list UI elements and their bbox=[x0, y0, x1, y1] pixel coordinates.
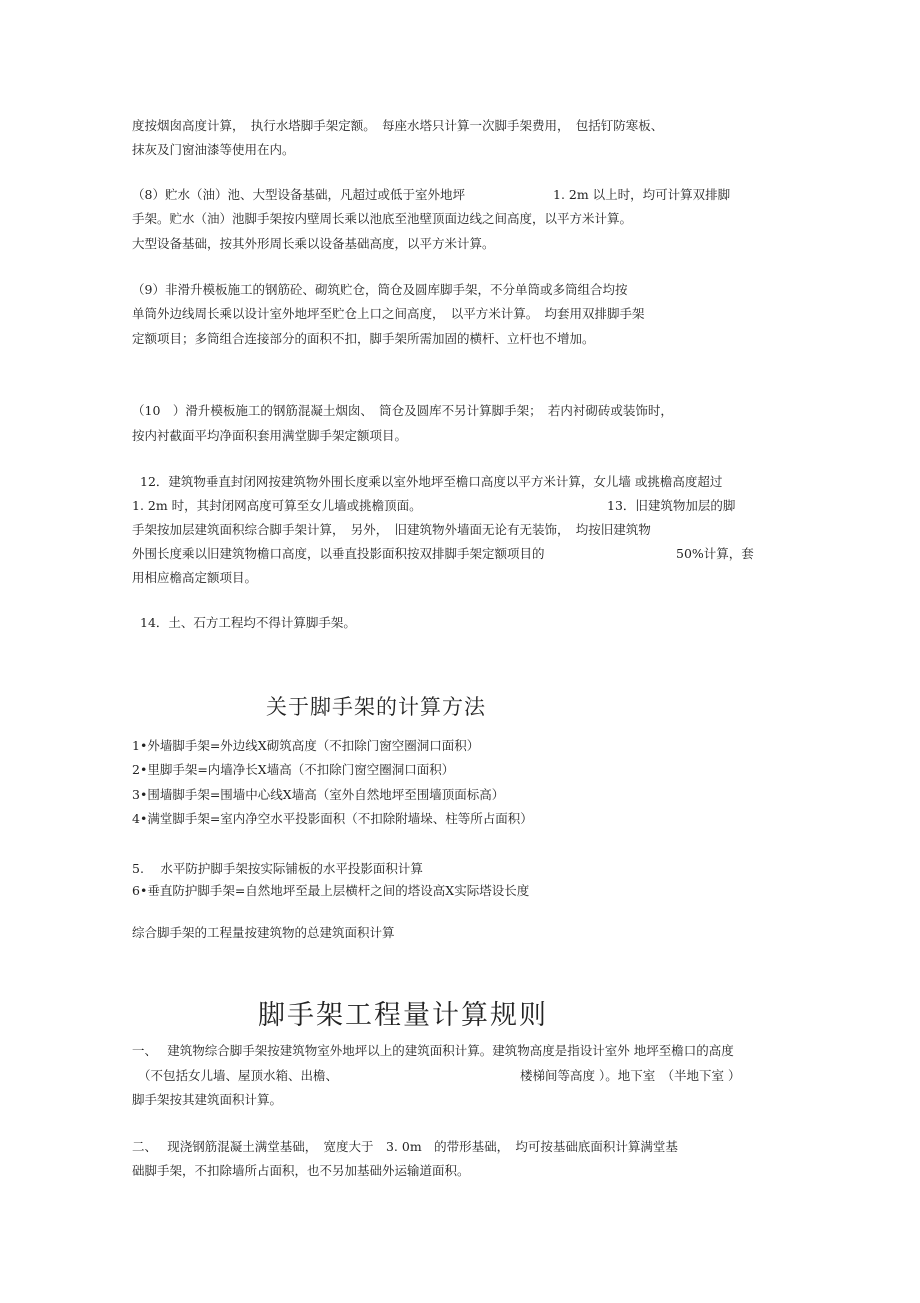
p9-line-2: 单筒外边线周长乘以设计室外地坪至贮仓上口之间高度， 以平方米计算。 均套用双排脚手架 bbox=[132, 306, 645, 321]
rule-1-line-1: 一、 建筑物综合脚手架按建筑物室外地坪以上的建筑面积计算。建筑物高度是指设计室外 地坪至檐口的高度 bbox=[132, 1043, 734, 1058]
p1-line-1: 度按烟囱高度计算， 执行水塔脚手架定额。 每座水塔只计算一次脚手架费用， 包括钉防寒板、 bbox=[132, 118, 664, 133]
methods-summary: 综合脚手架的工程量按建筑物的总建筑面积计算 bbox=[132, 925, 395, 940]
rule-1-line-2b: 楼梯间等高度 ）。地下室 （半地下室 ） bbox=[520, 1068, 741, 1083]
p12-line-1: 12．建筑物垂直封闭网按建筑物外围长度乘以室外地坪至檐口高度以平方米计算，女儿墙 或挑檐高度超过 bbox=[140, 474, 723, 489]
rule-2-line-2: 础脚手架，不扣除墙所占面积，也不另加基础外运输道面积。 bbox=[132, 1163, 470, 1178]
method-item-4: 4•满堂脚手架=室内净空水平投影面积（不扣除附墙垛、柱等所占面积） bbox=[132, 811, 533, 826]
p8-line-1a: （8）贮水（油）池、大型设备基础，凡超过或低于室外地坪 bbox=[132, 187, 465, 202]
p12-line-5: 用相应檐高定额项目。 bbox=[132, 570, 258, 585]
p12-line-3: 手架按加层建筑面积综合脚手架计算， 另外， 旧建筑物外墙面无论有无装饰， 均按旧建筑物 bbox=[132, 522, 651, 537]
method-item-1: 1•外墙脚手架=外边线X砌筑高度（不扣除门窗空圈洞口面积） bbox=[132, 738, 480, 753]
p13-line-2b: 13．旧建筑物加层的脚 bbox=[607, 498, 736, 513]
p9-line-1: （9）非滑升模板施工的钢筋砼、砌筑贮仓，筒仓及圆库脚手架，不分单筒或多筒组合均按 bbox=[132, 282, 628, 297]
p8-line-3: 大型设备基础，按其外形周长乘以设备基础高度，以平方米计算。 bbox=[132, 236, 495, 251]
method-item-6: 6•垂直防护脚手架=自然地坪至最上层横杆之间的塔设高X实际塔设长度 bbox=[132, 883, 530, 898]
methods-title: 关于脚手架的计算方法 bbox=[266, 695, 486, 719]
method-item-5: 5. 水平防护脚手架按实际铺板的水平投影面积计算 bbox=[132, 861, 423, 876]
p10-line-2: 按内衬截面平均净面积套用满堂脚手架定额项目。 bbox=[132, 428, 408, 443]
p12-line-4a: 外围长度乘以旧建筑物檐口高度，以垂直投影面积按双排脚手架定额项目的 bbox=[132, 546, 545, 561]
p12-line-2a: 1. 2m 时，其封闭网高度可算至女儿墙或挑檐顶面。 bbox=[132, 498, 422, 513]
p14-line-1: 14．土、石方工程均不得计算脚手架。 bbox=[140, 615, 356, 630]
rule-2-line-1: 二、 现浇钢筋混凝土满堂基础， 宽度大于 3. 0m 的带形基础， 均可按基础底面积计算满堂基 bbox=[132, 1139, 678, 1154]
p10-line-1: （10 ）滑升模板施工的钢筋混凝土烟囱、 筒仓及圆库不另计算脚手架； 若内衬砌砖或装饰时， bbox=[132, 403, 673, 418]
method-item-2: 2•里脚手架=内墙净长X墙高（不扣除门窗空圈洞口面积） bbox=[132, 762, 455, 777]
method-item-3: 3•围墙脚手架=围墙中心线X墙高（室外自然地坪至围墙顶面标高） bbox=[132, 787, 505, 802]
p8-line-2: 手架。贮水（油）池脚手架按内壁周长乘以池底至池壁顶面边线之间高度，以平方米计算。 bbox=[132, 211, 633, 226]
rule-1-line-2a: （不包括女儿墙、屋顶水箱、出檐、 bbox=[138, 1068, 339, 1083]
p8-line-1b: 1. 2m 以上时，均可计算双排脚 bbox=[553, 187, 731, 202]
p12-line-4b: 50%计算，套 bbox=[676, 546, 754, 561]
p9-line-3: 定额项目；多筒组合连接部分的面积不扣，脚手架所需加固的横杆、立杆也不增加。 bbox=[132, 331, 595, 346]
rule-1-line-3: 脚手架按其建筑面积计算。 bbox=[132, 1092, 283, 1107]
rules-title: 脚手架工程量计算规则 bbox=[258, 1000, 548, 1031]
p1-line-2: 抹灰及门窗油漆等使用在内。 bbox=[132, 142, 295, 157]
